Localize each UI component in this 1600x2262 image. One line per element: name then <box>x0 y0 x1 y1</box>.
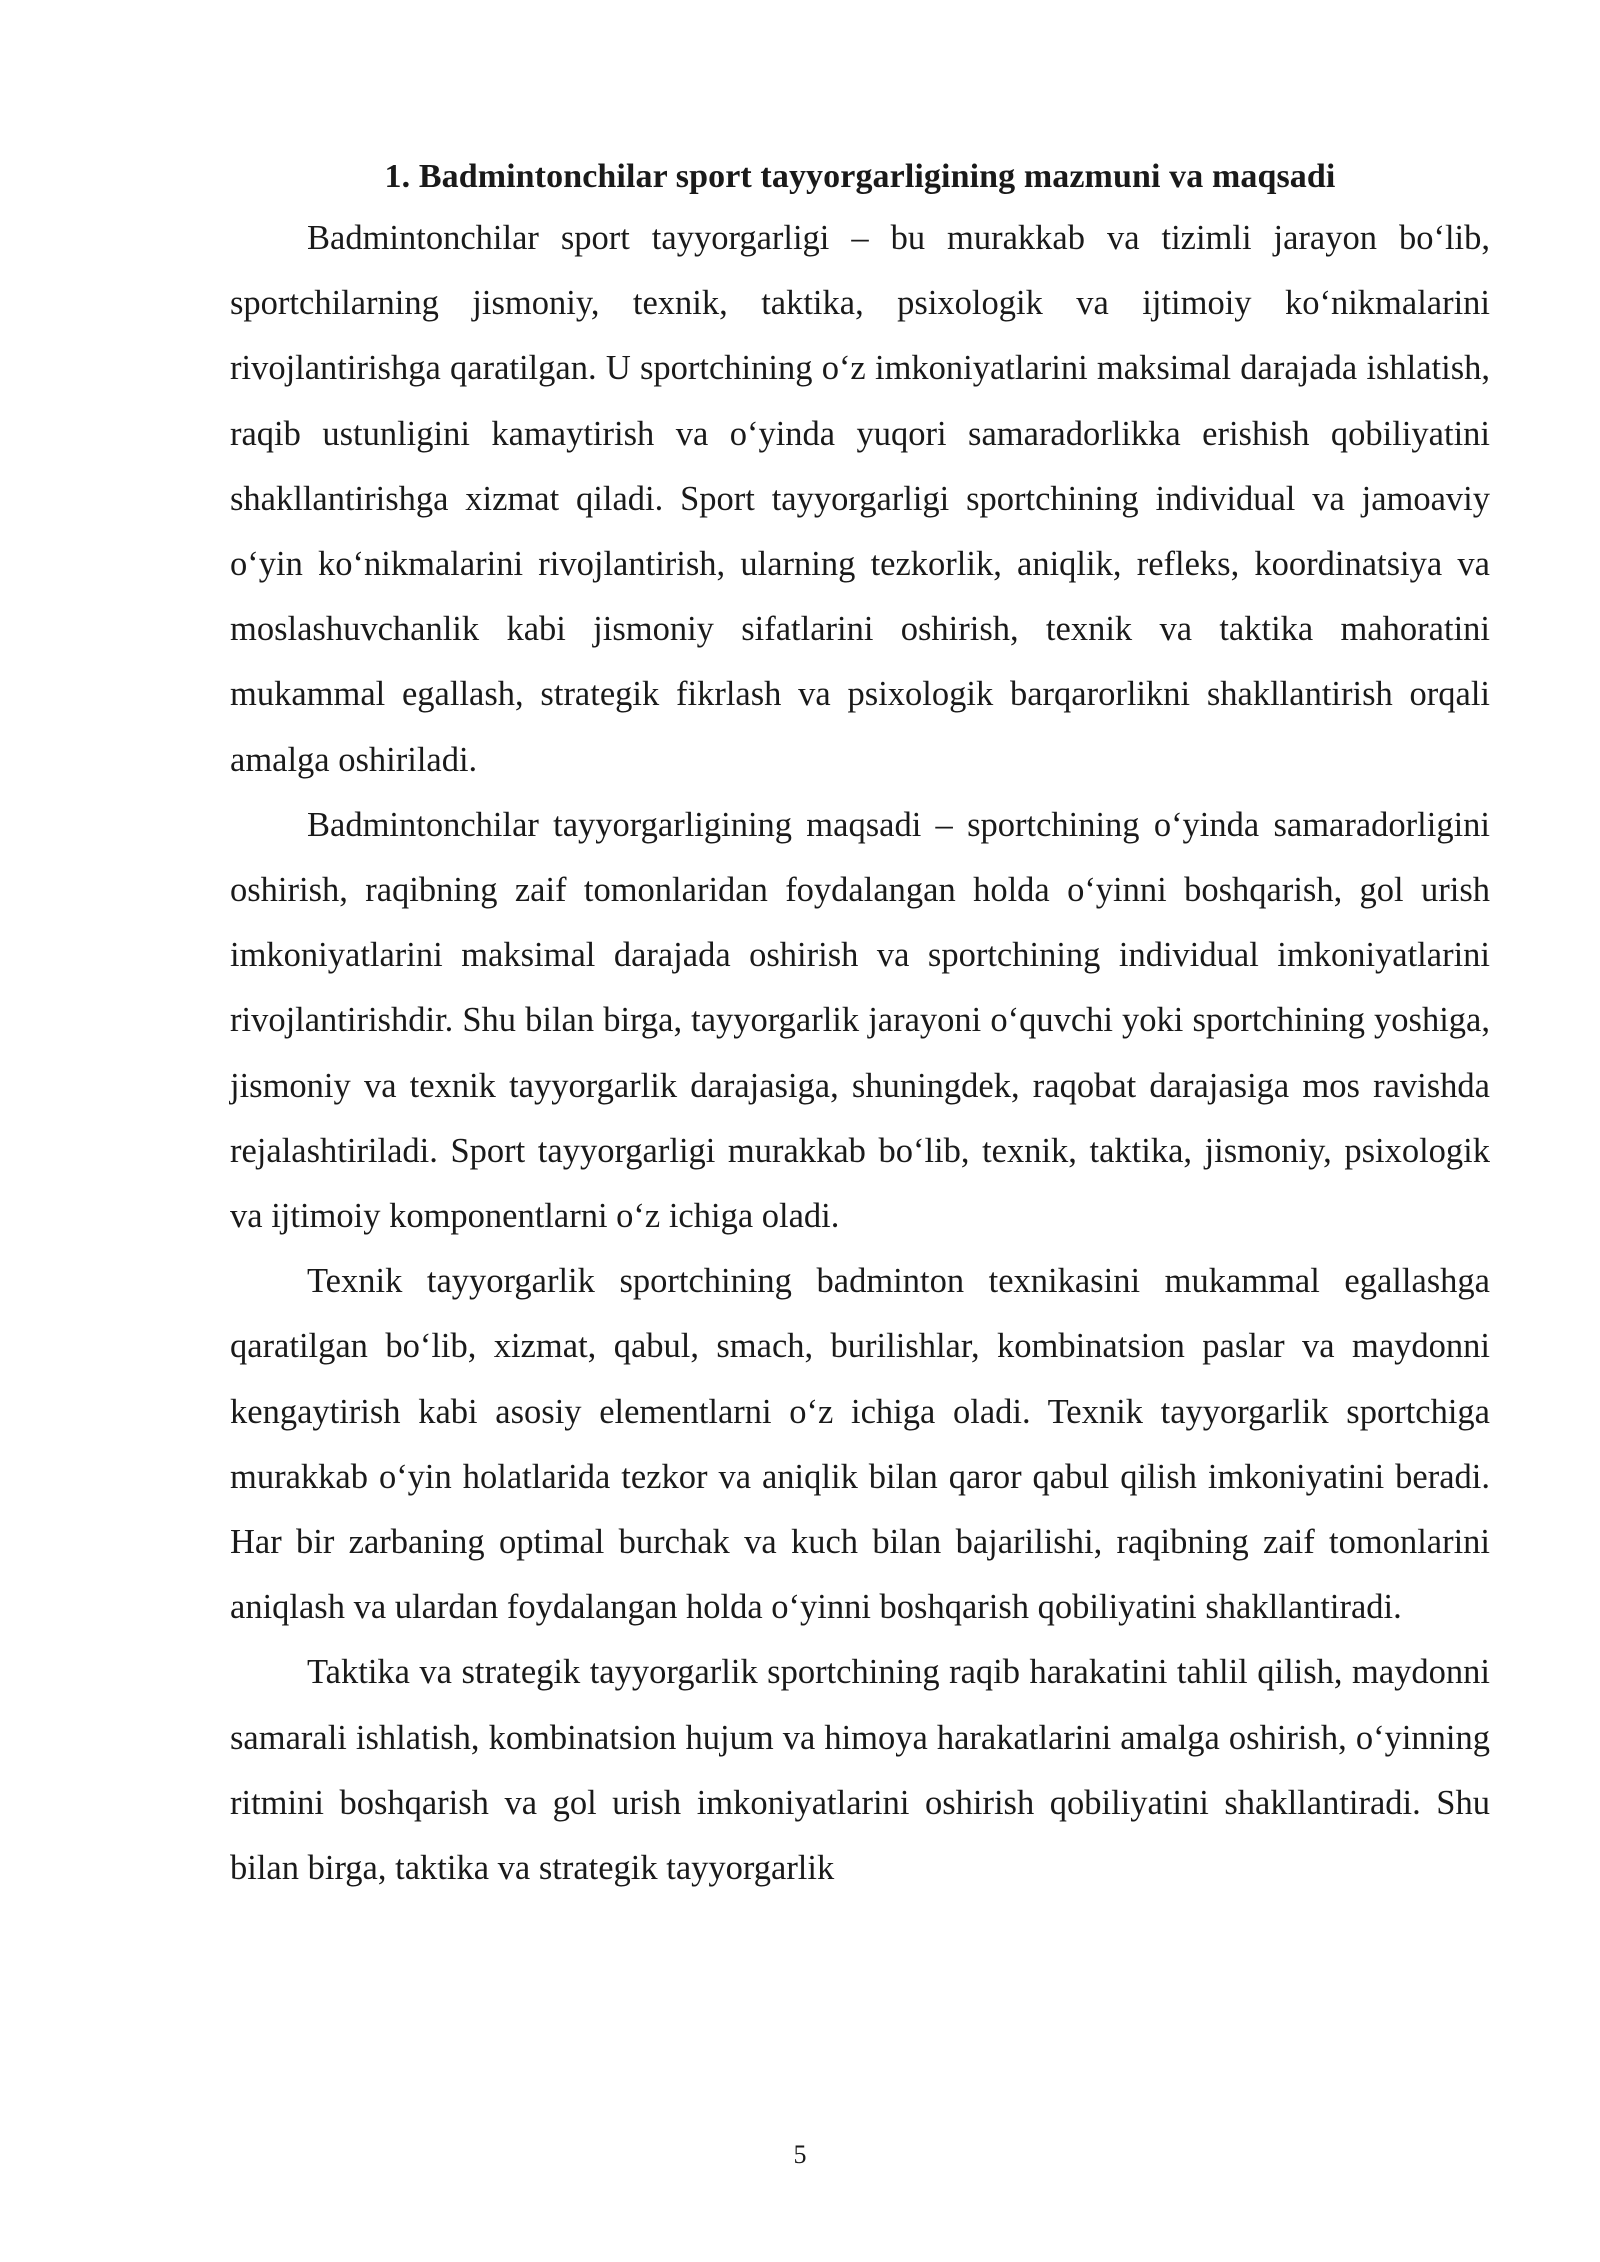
page-content <box>230 148 1490 1901</box>
paragraph-4: Taktika va strategik tayyorgarlik sportchining raqib harakatini tahlil qilish, maydonni samarali ishlatish, kombinatsion hujum va himoya harakatlarini amalga oshirish, o‘yinning ritmini boshqarish va gol urish imkoniyatlarini oshirish qobiliyatini shakllantiradi. Shu bilan birga, taktika va strategik tayyorgarlik <box>230 1653 1490 1888</box>
paragraph-1: Badmintonchilar sport tayyorgarligi – bu murakkab va tizimli jarayon bo‘lib, sportchilarning jismoniy, texnik, taktika, psixologik va ijtimoiy ko‘nikmalarini rivojlantirishga qaratilgan. U sportchining o‘z imkoniyatlarini maksimal darajada ishlatish, raqib ustunligini kamaytirish va o‘yinda yuqori samaradorlikka erishish qobiliyatini shakllantirishga xizmat qiladi. Sport tayyorgarligi sportchining individual va jamoaviy o‘yin ko‘nikmalarini rivojlantirish, ularning tezkorlik, aniqlik, refleks, koordinatsiya va moslashuvchanlik kabi jismoniy sifatlarini oshirish, texnik va taktika mahoratini mukammal egallash, strategik fikrlash va psixologik barqarorlikni shakllantirish orqali amalga oshiriladi. <box>230 219 1490 779</box>
paragraph-3: Texnik tayyorgarlik sportchining badminton texnikasini mukammal egallashga qaratilgan bo‘lib, xizmat, qabul, smach, burilishlar, kombinatsion paslar va maydonni kengaytirish kabi asosiy elementlarni o‘z ichiga oladi. Texnik tayyorgarlik sportchiga murakkab o‘yin holatlarida tezkor va aniqlik bilan qaror qabul qilish imkoniyatini beradi. Har bir zarbaning optimal burchak va kuch bilan bajarilishi, raqibning zaif tomonlarini aniqlash va ulardan foydalangan holda o‘yinni boshqarish qobiliyatini shakllantiradi. <box>230 1262 1490 1627</box>
page-number: 5 <box>793 2140 807 2169</box>
paragraph-2: Badmintonchilar tayyorgarligining maqsadi – sportchining o‘yinda samaradorligini oshirish, raqibning zaif tomonlaridan foydalangan holda o‘yinni boshqarish, gol urish imkoniyatlarini maksimal darajada oshirish va sportchining individual imkoniyatlarini rivojlantirishdir. Shu bilan birga, tayyorgarlik jarayoni o‘quvchi yoki sportchining yoshiga, jismoniy va texnik tayyorgarlik darajasiga, shuningdek, raqobat darajasiga mos ravishda rejalashtiriladi. Sport tayyorgarligi murakkab bo‘lib, texnik, taktika, jismoniy, psixologik va ijtimoiy komponentlarni o‘z ichiga oladi. <box>230 805 1490 1236</box>
section-heading: 1. Badmintonchilar sport tayyorgarligining mazmuni va maqsadi <box>384 158 1336 195</box>
